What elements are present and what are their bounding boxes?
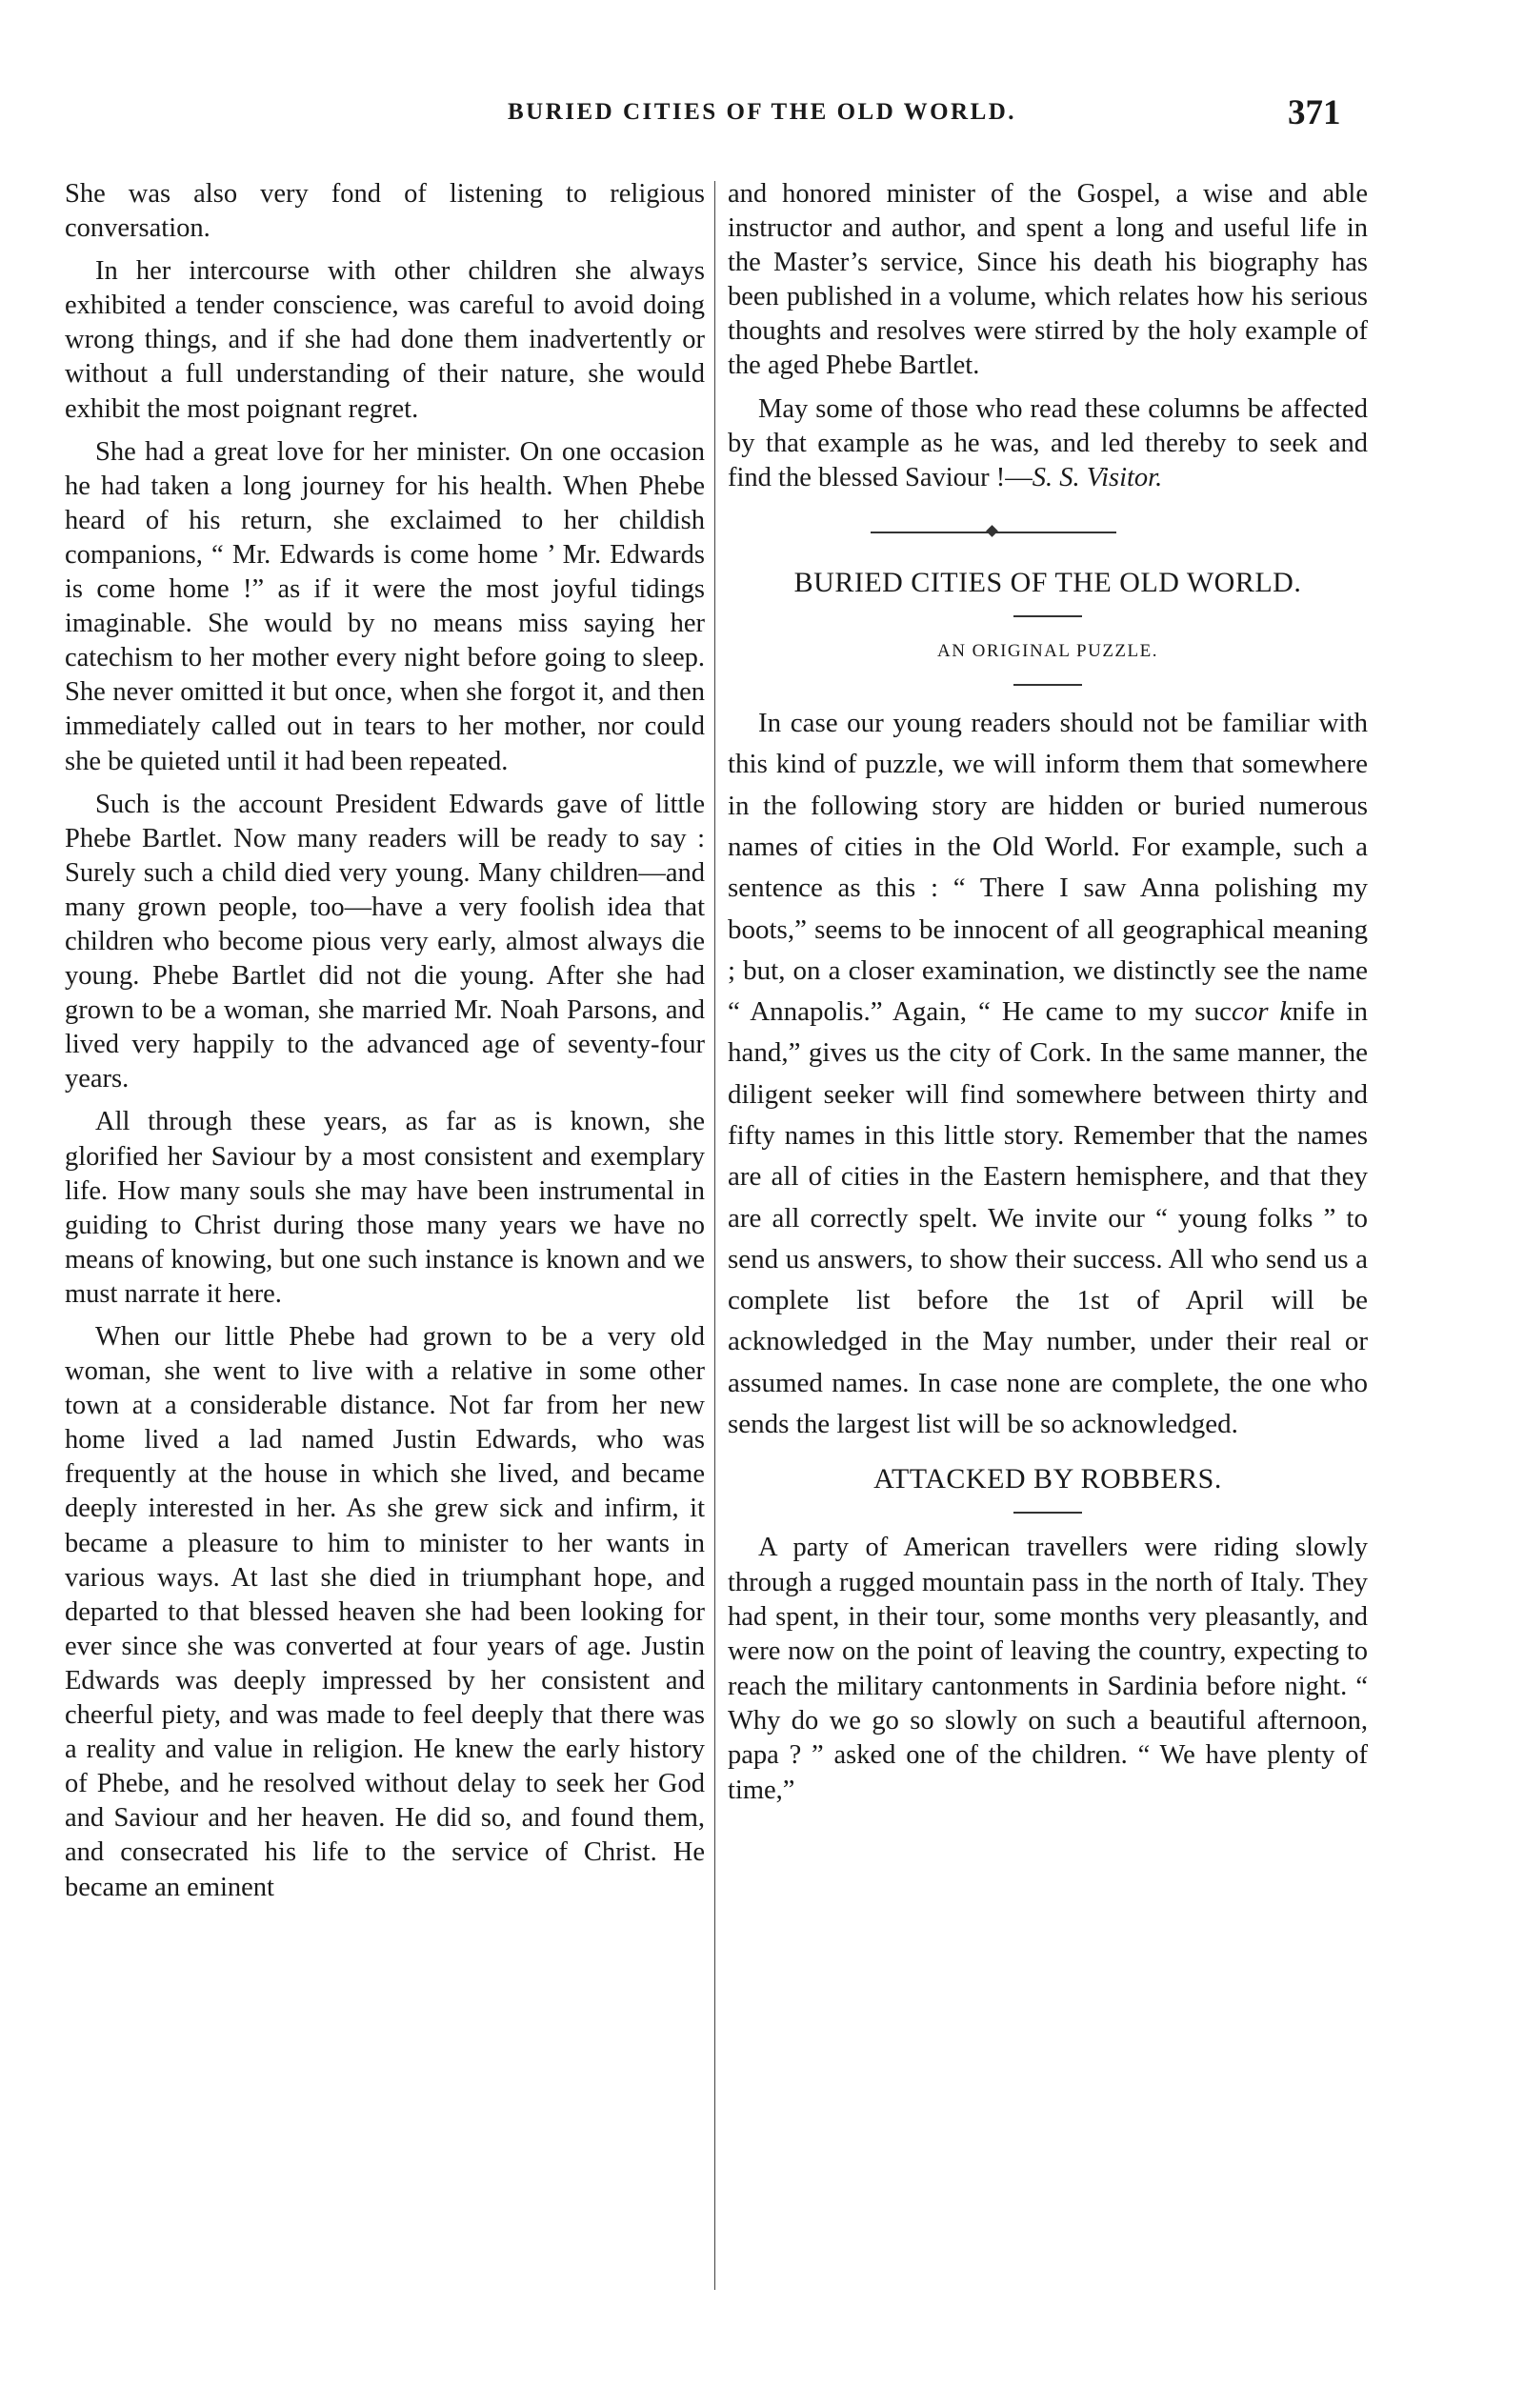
paragraph: and honored minister of the Gospel, a wise and able instructor and author, and spent a long and useful life in the Master’s service, Since his death his biography has been published in a volume, which relates how his serious thoughts and resolves were stirred by the holy example of the aged Phebe Bartlet. bbox=[728, 179, 1368, 381]
paragraph: She had a great love for her minister. On one occasion he had taken a long journey for his health. When Phebe heard of his return, she exclaimed to her childish companions, “ Mr. Edwards is come home ’ Mr. Edwards is come home !” as if it were the most joyful tidings imaginable. She would by no means miss saying her catechism to her mother every night before going to sleep. She never omitted it but once, when she forgot it, and then immediately called out in tears to her mother, nor could she be quieted until it had been repeated. bbox=[65, 436, 705, 776]
title-rule bbox=[1013, 615, 1082, 617]
subtitle-rule bbox=[1013, 684, 1082, 686]
story-title: ATTACKED BY ROBBERS. bbox=[873, 1463, 1222, 1495]
paragraph: She was also very fond of listening to religious conversation. bbox=[65, 179, 705, 244]
story-paragraph: A party of American travellers were riding slowly through a rugged mountain pass in the north of Italy. They had spent, in their tour, some months very pleasantly, and were now on the point of leaving the country, expecting to reach the military cantonments in Sardinia before night. “ Why do we go so slowly on such a beautiful afternoon, papa ? ” asked one of the children. “ We have plenty of time,” bbox=[728, 1533, 1368, 1805]
page-number: 371 bbox=[1288, 93, 1341, 132]
left-column bbox=[65, 177, 705, 1905]
paragraph: All through these years, as far as is known, she glorified her Saviour by a most consistent and exemplary life. How many souls she may have been instrumental in guiding to Christ during those many years we have no means of knowing, but one such instance is known and we must narrate it here. bbox=[65, 1107, 705, 1309]
puzzle-italic-example: cor k bbox=[1231, 996, 1293, 1028]
source-attribution: S. S. Visitor. bbox=[1032, 462, 1163, 492]
right-column bbox=[728, 177, 1368, 1808]
closing-text: May some of those who read these columns be affected by that example as he was, and led thereby to seek and find the blessed Saviour !— bbox=[728, 393, 1368, 492]
puzzle-text-part-1: In case our young readers should not be familiar with this kind of puzzle, we will inform them that somewhere in the following story are hidden or buried numerous names of cities in the Old World. For example, such a sentence as this : “ There I saw Anna polishing my boots,” seems to be innocent of all geographical meaning ; but, on a closer examination, we distinctly see the name “ Annapolis.” Again, “ He came to my suc bbox=[728, 708, 1368, 1028]
running-head bbox=[0, 93, 1524, 137]
closing-paragraph bbox=[728, 392, 1368, 495]
rule-ornament bbox=[986, 525, 998, 537]
puzzle-title: BURIED CITIES OF THE OLD WORLD. bbox=[793, 566, 1302, 598]
paragraph: When our little Phebe had grown to be a very old woman, she went to live with a relative in some other town at a considerable distance. Not far from her new home lived a lad named Justin Edwards, who was frequently at the house in which she lived, and became deeply interested in her. As she grew sick and infirm, it became a pleasure to him to minister to her wants in various ways. At last she died in triumphant hope, and departed to that blessed heaven she had been looking for ever since she was converted at four years of age. Justin Edwards was deeply impressed by her consistent and cheerful piety, and was made to feel deeply that there was a reality and value in religion. He knew the early history of Phebe, and he resolved without delay to seek her God and Saviour and her heaven. He did so, and found them, and consecrated his life to the service of Christ. He became an eminent bbox=[65, 1322, 705, 1902]
story-title-rule bbox=[1013, 1512, 1082, 1514]
puzzle-paragraph bbox=[728, 703, 1368, 1445]
running-title: BURIED CITIES OF THE OLD WORLD. bbox=[507, 99, 1017, 125]
paragraph: Such is the account President Edwards gave of little Phebe Bartlet. Now many readers will be ready to say : Surely such a child died very young. Many children—and many grown people, too—have a very foolish idea that children who become pious very early, almost always die young. Phebe Bartlet did not die young. After she had grown to be a woman, she married Mr. Noah Parsons, and lived very happily to the advanced age of seventy-four years. bbox=[65, 789, 705, 1094]
paragraph: In her intercourse with other children she always exhibited a tender conscience, was careful to avoid doing wrong things, and if she had done them inadvertently or without a full understanding of their nature, she would exhibit the most poignant regret. bbox=[65, 256, 705, 424]
column-divider bbox=[714, 181, 715, 2290]
puzzle-text-part-2: nife in hand,” gives us the city of Cork. In the same manner, the diligent seeker will find somewhere between thirty and fifty names in this little story. Remember that the names are all of cities in the Eastern hemisphere, and that they are all correctly spelt. We invite our “ young folks ” to send us answers, to show their success. All who send us a complete list before the 1st of April will be acknowledged in the May number, under their real or assumed names. In case none are complete, the one who sends the largest list will be so acknowledged. bbox=[728, 996, 1368, 1440]
ornamental-rule bbox=[728, 520, 1368, 549]
puzzle-subtitle: AN ORIGINAL PUZZLE. bbox=[936, 640, 1159, 661]
